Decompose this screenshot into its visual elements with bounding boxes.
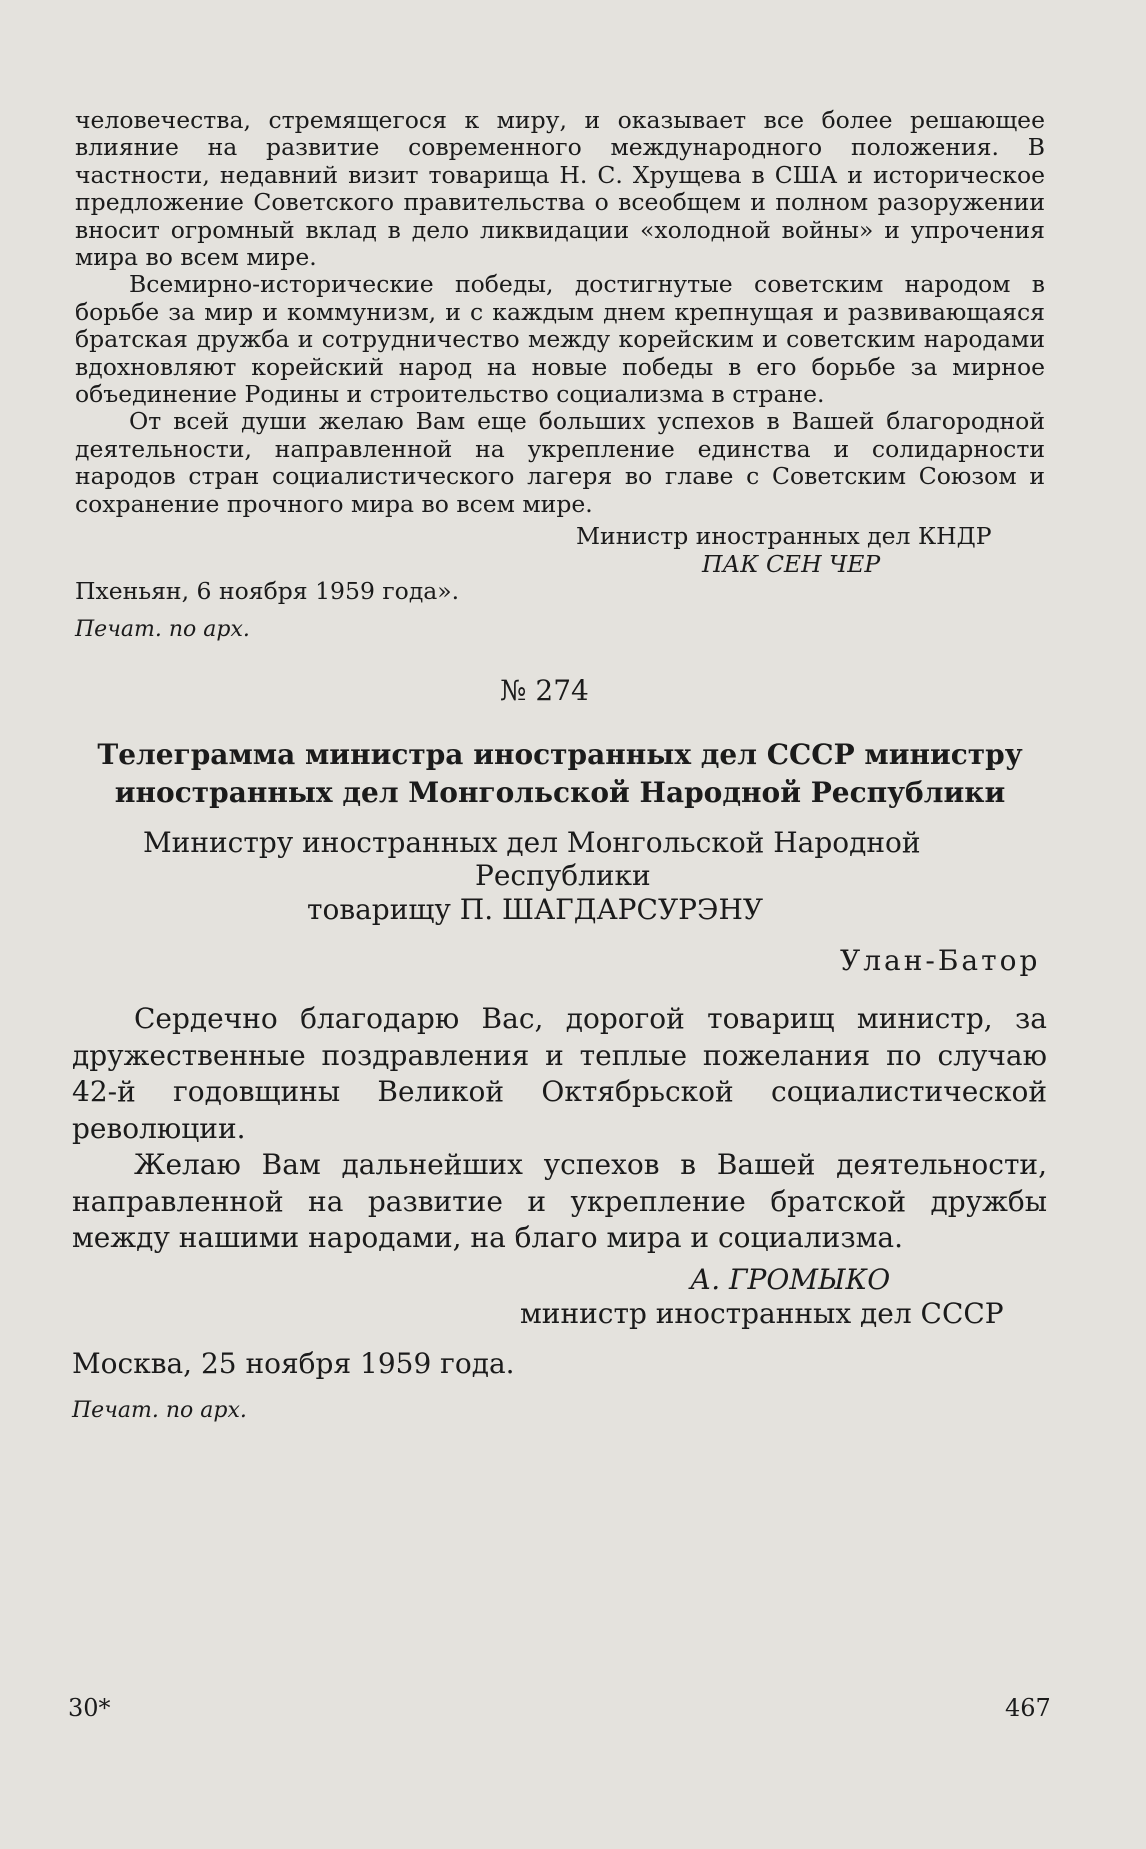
telegram-body bbox=[72, 1001, 1047, 1257]
telegram-signer-name: А. ГРОМЫКО bbox=[690, 1263, 891, 1296]
prev-paragraph-3: От всей души желаю Вам еще больших успехов в Вашей благородной деятельности, направленной на укрепление единства и солидарности народов стран социалистического лагеря во главе с Советским Союзом и сохранение прочного мира во всем мире. bbox=[75, 407, 1045, 518]
document-title: Телеграмма министра иностранных дел СССР министру иностранных дел Монгольской Народной Республики bbox=[97, 738, 1023, 809]
page-number: 467 bbox=[1005, 1694, 1051, 1722]
prev-place-date: Пхеньян, 6 ноября 1959 года». bbox=[75, 577, 460, 605]
prev-paragraph-2: Всемирно-исторические победы, достигнутые советским народом в борьбе за мир и коммунизм, и с каждым днем крепнущая и развивающаяся братская дружба и сотрудничество между корейским и советским народами вдохновляют корейский народ на новые победы в его борьбе за мирное объединение Родины и строительство социализма в стране. bbox=[75, 270, 1045, 409]
addressee-line-3: товарищу П. ШАГДАРСУРЭНУ bbox=[307, 893, 764, 926]
prev-signer-name: ПАК СЕН ЧЕР bbox=[702, 550, 881, 578]
telegram-paragraph-2: Желаю Вам дальнейших успехов в Вашей деятельности, направленной на развитие и укрепление братской дружбы между нашими народами, на благо мира и социализма. bbox=[72, 1148, 1047, 1254]
prev-signer-title: Министр иностранных дел КНДР bbox=[576, 522, 992, 550]
telegram-paragraph-1: Сердечно благодарю Вас, дорогой товарищ министр, за дружественные поздравления и теплые пожелания по случаю 42-й годовщины Великой Октябрьской социалистической революции. bbox=[72, 1002, 1047, 1145]
telegram-source-note: Печат. по арх. bbox=[72, 1398, 247, 1423]
telegram-signer-title: министр иностранных дел СССР bbox=[520, 1297, 1004, 1330]
previous-letter-text bbox=[75, 107, 1045, 518]
prev-paragraph-1: человечества, стремящегося к миру, и оказывает все более решающее влияние на развитие современного международного положения. В частности, недавний визит товарища Н. С. Хрущева в США и историческое предложение Советского правительства о всеобщем и полном разоружении вносит огромный вклад в дело ликвидации «холодной войны» и упрочения мира во всем мире. bbox=[75, 106, 1045, 272]
addressee-line-2: Республики bbox=[475, 859, 651, 892]
signature-mark: 30* bbox=[68, 1694, 111, 1722]
telegram-place-date: Москва, 25 ноября 1959 года. bbox=[72, 1347, 515, 1380]
prev-source-note: Печат. по арх. bbox=[75, 617, 250, 642]
addressee-city: Улан-Батор bbox=[840, 944, 1041, 977]
addressee-line-1: Министру иностранных дел Монгольской Народной bbox=[143, 826, 921, 859]
document-number: № 274 bbox=[500, 674, 589, 707]
